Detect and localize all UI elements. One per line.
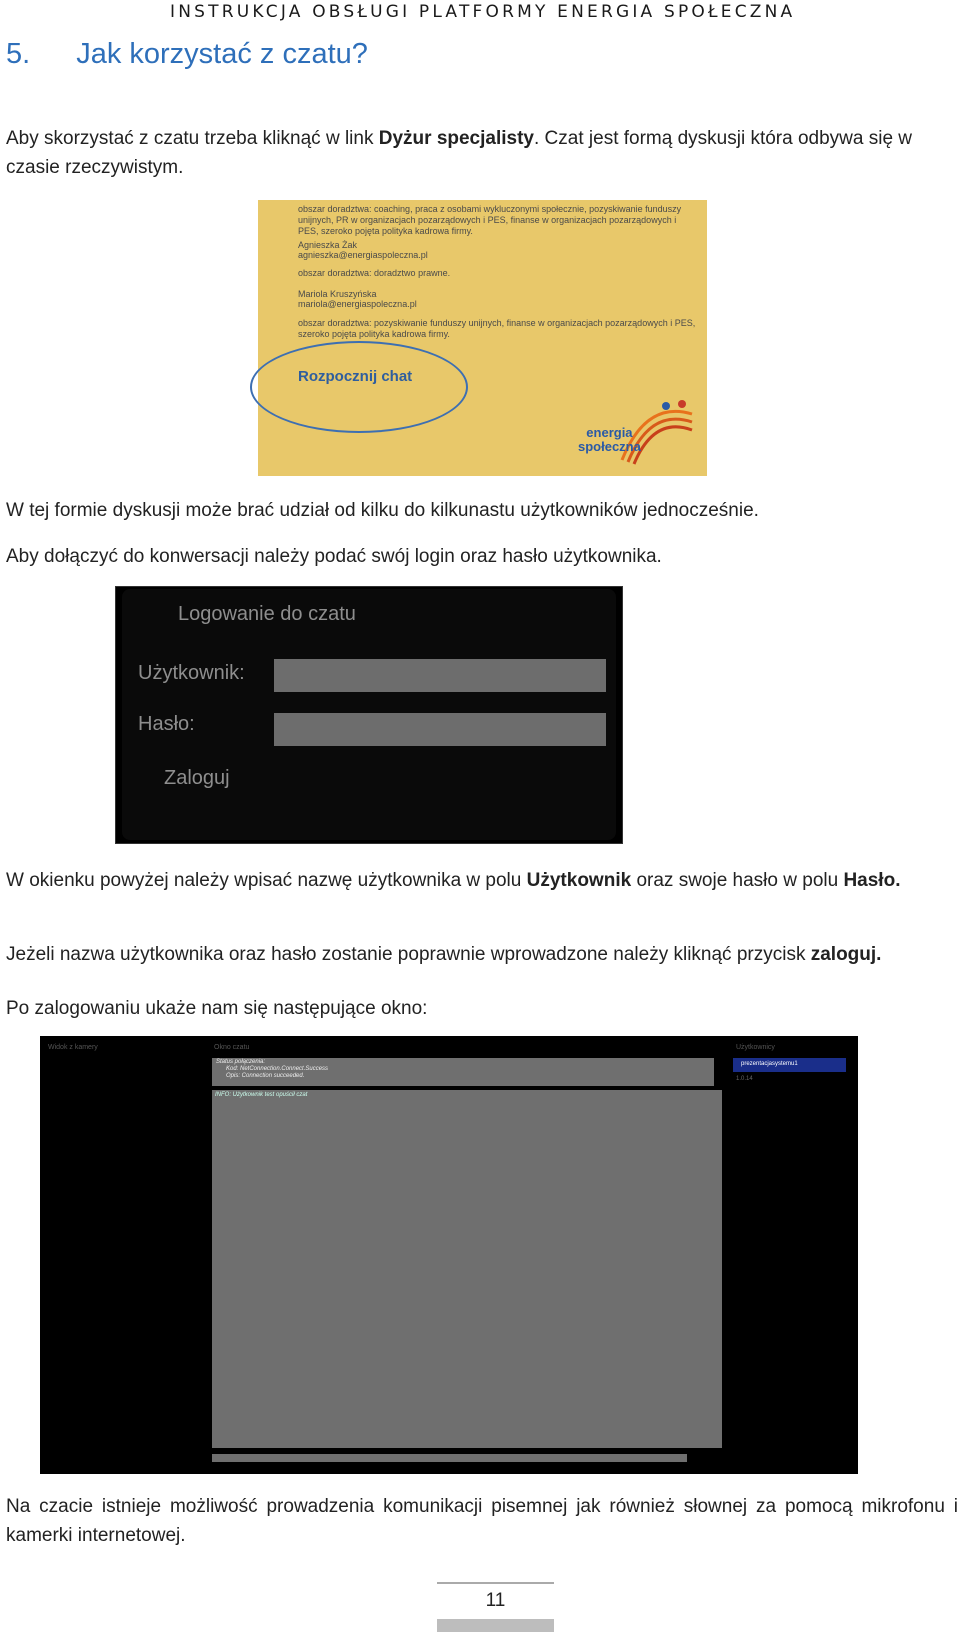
chat-login-screenshot <box>115 586 623 844</box>
paragraph-participants: W tej formie dyskusji może brać udział od kilku do kilkunastu użytkowników jednocześnie. <box>6 500 759 521</box>
paragraph-login-button <box>6 940 958 969</box>
bold-haslo: Hasło. <box>843 870 901 891</box>
user-list-item[interactable] <box>733 1058 846 1072</box>
specialist-panel-screenshot <box>258 200 707 476</box>
intro-text-start: Aby skorzystać z czatu trzeba kliknąć w link <box>6 128 379 149</box>
fields-text-start: W okienku powyżej należy wpisać nazwę użytkownika w polu <box>6 870 527 891</box>
chat-window-label: Okno czatu <box>214 1044 250 1051</box>
username-label: Użytkownik: <box>138 662 245 684</box>
panel-name-1: Agnieszka Żak <box>298 240 358 250</box>
running-header: INSTRUKCJA OBSŁUGI PLATFORMY ENERGIA SPOŁECZNA <box>170 2 796 22</box>
login-button[interactable]: Zaloguj <box>164 767 230 789</box>
version-label: 1.0.14 <box>736 1076 753 1082</box>
chat-messages <box>212 1090 722 1448</box>
intro-paragraph <box>6 124 958 182</box>
users-label: Użytkownicy <box>736 1044 775 1051</box>
panel-email-2: mariola@energiaspoleczna.pl <box>298 299 417 309</box>
password-field[interactable] <box>274 713 606 746</box>
user-name: prezentacjasystemu1 <box>741 1061 798 1067</box>
section-number: 5. <box>6 38 31 70</box>
status-description: Opis: Connection succeeded. <box>226 1073 305 1079</box>
login-dialog <box>122 589 616 840</box>
paragraph-login-info: Aby dołączyć do konwersacji należy podać swój login oraz hasło użytkownika. <box>6 546 662 567</box>
fields-text-mid: oraz swoje hasło w polu <box>631 870 844 891</box>
start-chat-link[interactable]: Rozpocznij chat <box>298 368 413 385</box>
login-title: Logowanie do czatu <box>178 603 356 625</box>
page-number-bar <box>437 1619 554 1632</box>
chat-input[interactable] <box>212 1454 687 1462</box>
highlight-oval <box>250 341 468 433</box>
link-dyzur-specjalisty: Dyżur specjalisty <box>378 128 534 149</box>
status-code: Kod: NetConnection.Connect.Success <box>226 1066 329 1072</box>
paragraph-after-login: Po zalogowaniu ukaże nam się następujące okno: <box>6 998 428 1019</box>
bold-zaloguj: zaloguj. <box>810 944 882 965</box>
camera-view-label: Widok z kamery <box>48 1044 98 1051</box>
paragraph-communication: Na czacie istnieje możliwość prowadzenia komunikacji pisemnej jak również słownej za pomocą mikrofonu i kamerki internetowej. <box>6 1496 958 1546</box>
logo-word-spoleczna: społeczna <box>578 439 641 454</box>
paragraph-login-fields <box>6 866 958 895</box>
chat-window-screenshot <box>40 1036 858 1474</box>
section-heading <box>6 38 368 71</box>
info-message: INFO: Użytkownik test opuścił czat <box>215 1092 308 1098</box>
panel-area-text-2: obszar doradztwa: doradztwo prawne. <box>298 268 451 278</box>
page-number: 11 <box>485 1590 506 1611</box>
panel-name-2: Mariola Kruszyńska <box>298 289 377 299</box>
panel-area-text-1: obszar doradztwa: coaching, praca z osobami wykluczonymi społecznie, pozyskiwanie funduszy unijnych, PR w organizacjach pozarządowych i PES, finanse w organizacjach pozarządowych i PES, szeroko pojęta polityka kadrowa firmy. <box>298 204 682 236</box>
login-button-text: Jeżeli nazwa użytkownika oraz hasło zostanie poprawnie wprowadzone należy kliknąć przycisk <box>6 944 811 965</box>
page-number-rule <box>437 1582 554 1584</box>
username-field[interactable] <box>274 659 606 692</box>
password-label: Hasło: <box>138 713 195 735</box>
connection-status <box>212 1058 714 1086</box>
logo-word-energia: energia <box>586 425 633 440</box>
bold-uzytkownik: Użytkownik <box>526 870 632 891</box>
section-title: Jak korzystać z czatu? <box>76 38 368 70</box>
energia-logo-text <box>578 426 641 454</box>
intro-text-end: . Czat jest formą dyskusji która odbywa się w czasie rzeczywistym. <box>6 128 913 178</box>
status-title: Status połączenia: <box>216 1059 266 1065</box>
panel-area-text-3: obszar doradztwa: pozyskiwanie funduszy unijnych, finanse w organizacjach pozarządowych i PES, szeroko pojęta polityka kadrowa firmy. <box>298 318 696 339</box>
panel-email-1: agnieszka@energiaspoleczna.pl <box>298 250 428 260</box>
